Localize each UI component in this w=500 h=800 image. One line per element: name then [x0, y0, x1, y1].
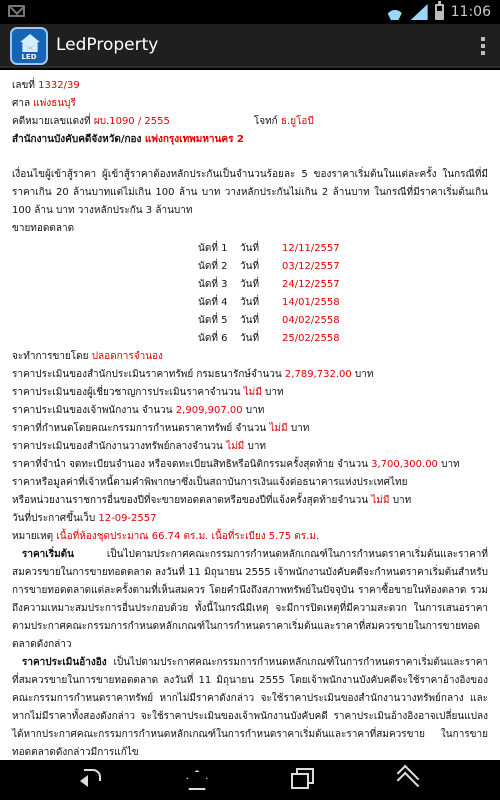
plaintiff: ธ.ยูโอบี: [280, 116, 314, 127]
case-number: 1332/39: [38, 80, 80, 91]
case-number-row: เลขที่ 1332/39: [12, 80, 80, 91]
appraisal-office-row: ราคาประเมินของสำนักประเมินราคาทรัพย์ กรมธนารักษ์จำนวน 2,789,732.00 บาท: [12, 369, 374, 380]
sale-type: ขายทอดตลาด: [12, 223, 75, 234]
auction-date-row: นัดที่ 2 วันที่ 03/12/2557: [198, 261, 340, 272]
court-row: ศาล แพ่งธนบุรี: [12, 98, 76, 109]
remark-row: หมายเหตุ เนื้อที่ห้องชุดประมาณ 66.74 ตร.ม. เนื้อที่ระเบียง 5.75 ตร.ม.: [12, 531, 320, 542]
home-icon[interactable]: [180, 767, 212, 793]
fund-price-line-2: หรือหน่วยงานราชการอื่นของปีที่จะขายทอดตลาดหรือของปีที่แจ้งครั้งสุดท้ายจำนวน ไม่มี บาท: [12, 495, 412, 506]
overflow-menu-icon[interactable]: [480, 37, 486, 55]
app-title: LedProperty: [56, 35, 159, 55]
sale-condition-row: จะทำการขายโดย ปลอดการจำนอง: [12, 351, 163, 362]
signal-icon: [411, 4, 428, 20]
office-row: สำนักงานบังคับคดีจังหวัด/กอง แพ่งกรุงเทพมหานคร 2: [12, 134, 244, 145]
committee-price-row: ราคาที่กำหนดโดยคณะกรรมการกำหนดราคาทรัพย์ จำนวน ไม่มี บาท: [12, 423, 310, 434]
auction-date-row: นัดที่ 4 วันที่ 14/01/2558: [198, 297, 340, 308]
black-case: ผบ.1090 / 2555: [93, 116, 170, 127]
keyboard-hide-icon[interactable]: [392, 767, 424, 793]
property-document: [12, 77, 488, 760]
bidder-terms: เงื่อนไขผู้เข้าสู้ราคา ผู้เข้าสู้ราคาต้องหลักประกันเป็นจำนวนร้อยละ 5 ของราคาเริ่มต้นในแต่ละครั้ง ในกรณีที่มีราคาเกิน 20 ล้านบาทแต่ไม่เกิน 100 ล้าน บาท วางหลักประกันไม่เกิน 2 ล้านบาท ในกรณีที่มีราคาเริ่มต้นเกิน 100 ล้าน บาท วางหลักประกัน 3 ล้านบาท: [12, 169, 488, 216]
announce-date-row: วันที่ประกาศขึ้นเว็บ 12-09-2557: [12, 513, 157, 524]
auction-date-row: นัดที่ 3 วันที่ 24/12/2557: [198, 279, 340, 290]
recent-apps-icon[interactable]: [286, 767, 318, 793]
system-navigation-bar: [0, 760, 500, 800]
back-icon[interactable]: [78, 767, 110, 793]
mail-icon: [8, 5, 25, 17]
app-logo-icon[interactable]: LED: [10, 27, 48, 65]
court: แพ่งธนบุรี: [33, 98, 76, 109]
black-case-row: คดีหมายเลขแดงที่ ผบ.1090 / 2555 โจทก์ ธ.ยูโอบี: [12, 116, 314, 127]
auction-date-row: นัดที่ 1 วันที่ 12/11/2557: [198, 243, 340, 254]
property-detail-page[interactable]: [0, 70, 500, 760]
officer-appraisal-row: ราคาประเมินของเจ้าพนักงาน จำนวน 2,909,907.00 บาท: [12, 405, 265, 416]
office: แพ่งกรุงเทพมหานคร 2: [144, 134, 244, 145]
starting-price-paragraph: ราคาเริ่มต้น เป็นไปตามประกาศคณะกรรมการกำหนดหลักเกณฑ์ในการกำหนดราคาเริ่มต้นและราคาที่สมควรขายในการขายทอดตลาด ลงวันที่ 11 มิถุนายน 2555 เจ้าพนักงานบังคับคดีจะกำหนดราคาเริ่มต้นสำหรับการขายทอดตลาดแต่ละครั้งตามที่เห็นสมควร โดยคำนึงถึงสภาพทรัพย์ในปัจจุบัน ราคาซื้อขายในท้องตลาด รวมถึงความเหมาะสมประการอื่นประกอบด้วย ทั้งนี้ในกรณีมีเหตุ จะมีการปิดเหตุที่มีความสะดวก ในการเสนอราคาตามประกาศคณะกรรมการกำหนดหลักเกณฑ์ในการกำหนดราคาเริ่มต้นและราคาที่สมควรขายในการขายทอดตลาดดังกล่าว: [12, 549, 488, 650]
fund-price-line-1: ราคาหรือมูลค่าที่เจ้าหนี้ตามคำพิพากษาซึ่งเป็นสถาบันการเงินแจ้งต่อธนาคารแห่งประเทศไทย: [12, 477, 408, 488]
action-bar: [0, 24, 500, 68]
central-price-row: ราคาประเมินของสำนักงานวางทรัพย์กลางจำนวน ไม่มี บาท: [12, 441, 267, 452]
clock: 11:06: [450, 4, 491, 20]
auction-date-table: [198, 240, 488, 348]
wifi-icon: [386, 5, 404, 20]
mortgage-price-row: ราคาที่จำนำ จดทะเบียนจำนอง หรือจดทะเบียนสิทธิหรือนิติกรรมครั้งสุดท้าย จำนวน 3,700,300.00 บาท: [12, 459, 460, 470]
expert-appraisal-row: ราคาประเมินของผู้เชี่ยวชาญการประเมินราคาจำนวน ไม่มี บาท: [12, 387, 284, 398]
reference-price-paragraph: ราคาประเมินอ้างอิง เป็นไปตามประกาศคณะกรรมการกำหนดหลักเกณฑ์ในการกำหนดราคาเริ่มต้นและราคาที่สมควรขายในการขายทอดตลาด ลงวันที่ 11 มิถุนายน 2555 โดยเจ้าพนักงานบังคับคดีจะใช้ราคาอ้างอิงของคณะกรรมการกำหนดราคาทรัพย์ หากไม่มีราคาดังกล่าว จะใช้ราคาประเมินของสำนักงานวางทรัพย์กลาง และหากไม่มีราคาทั้งสองดังกล่าว จะใช้ราคาประเมินของเจ้าพนักงานบังคับคดี ราคาประเมินอ้างอิงอาจเปลี่ยนแปลงได้หากประกาศคณะกรรมการกำหนดหลักเกณฑ์ในการกำหนดราคาเริ่มต้นและราคาที่สมควรขาย ในการขายทอดตลาดดังกล่าวมีการแก้ไข: [12, 657, 488, 758]
status-bar: [0, 0, 500, 24]
auction-date-row: นัดที่ 6 วันที่ 25/02/2558: [198, 333, 340, 344]
auction-date-row: นัดที่ 5 วันที่ 04/02/2558: [198, 315, 340, 326]
battery-icon: [435, 4, 444, 20]
